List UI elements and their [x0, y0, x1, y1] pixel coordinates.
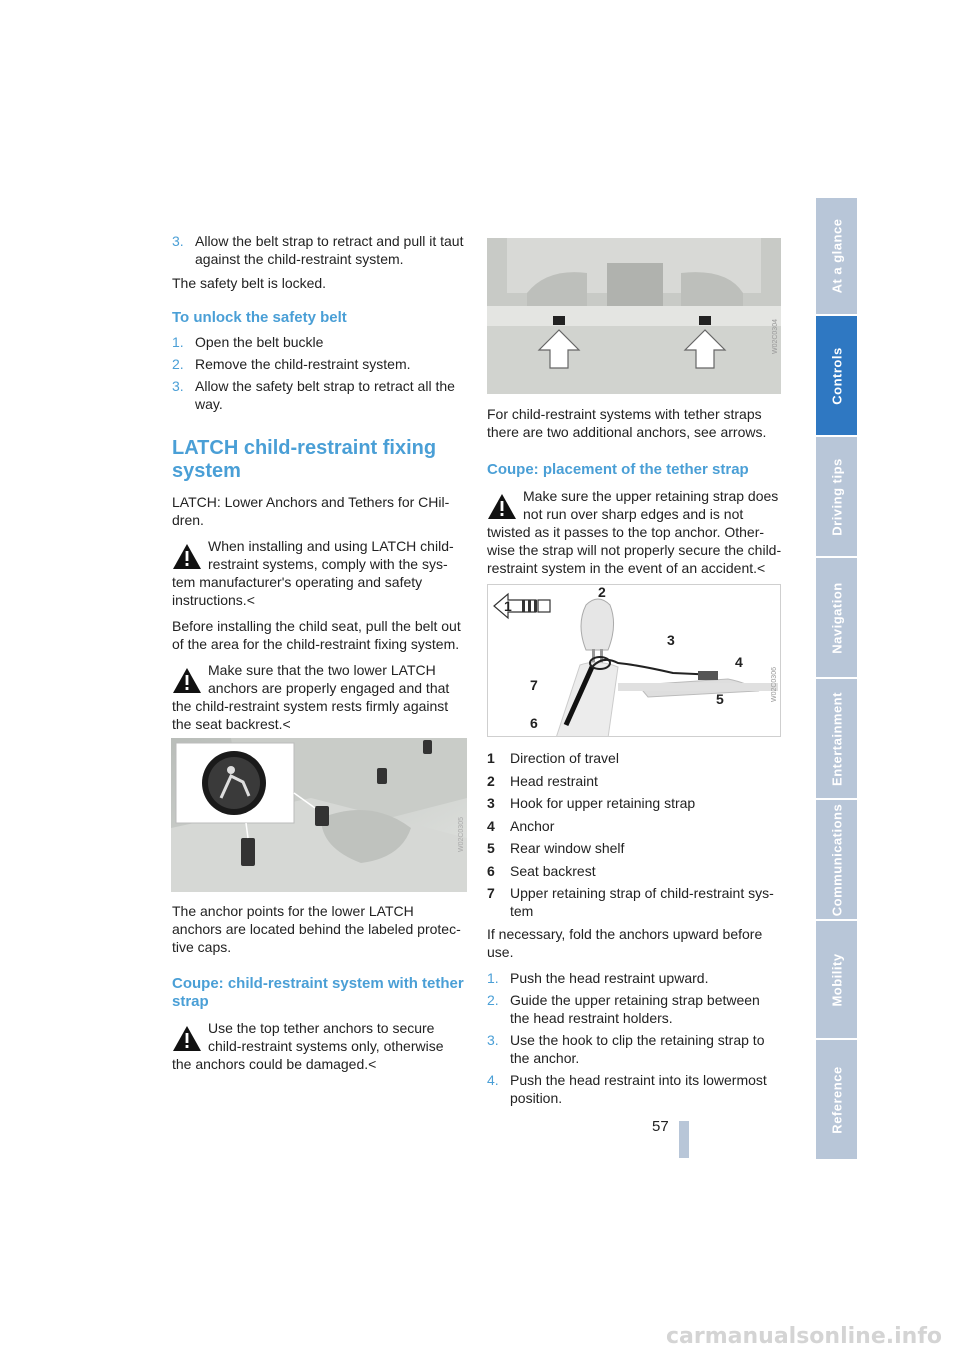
diagram-label: 1: [504, 598, 512, 614]
legend-item: 4 Anchor: [487, 817, 555, 834]
left-column-lower: [172, 902, 467, 1073]
rear-shelf-illustration: [487, 238, 781, 394]
diagram-label: 7: [530, 677, 538, 693]
photo-tether-anchors: [487, 238, 781, 394]
warning-text-rest: the anchors could be damaged.<: [172, 1056, 377, 1072]
step-item: 2. Guide the upper retaining strap between the head restraint holders.: [487, 991, 760, 1026]
right-column-upper: [487, 405, 783, 577]
step-text: Allow the belt strap to retract and pull it taut against the child-restraint system.: [195, 233, 464, 267]
step-item: 3. Allow the safety belt strap to retract all the way.: [172, 378, 455, 412]
paragraph-locked: The safety belt is locked.: [172, 275, 327, 291]
step-item: 1. Push the head restraint upward.: [487, 969, 709, 986]
heading-coupe-tether: Coupe: child-restraint system with tether strap: [172, 975, 464, 1010]
tab-reference[interactable]: Reference: [816, 1040, 857, 1159]
warning-triangle-icon: [172, 543, 202, 570]
right-column-lower: [487, 749, 783, 1111]
tab-entertainment[interactable]: Entertainment: [816, 679, 857, 798]
steps-list: [487, 969, 783, 1107]
diagram-label: 6: [530, 715, 538, 731]
paragraph-latch-intro: LATCH: Lower Anchors and Tethers for CHil-dren.: [172, 494, 450, 528]
warning-text-rest: tem manufacturer's operating and safety instructions.<: [172, 574, 423, 608]
paragraph-anchor-points: The anchor points for the lower LATCH anchors are located behind the labeled protec-tive caps.: [172, 903, 461, 955]
watermark: carmanualsonline.info: [666, 1324, 942, 1349]
legend-item: 5 Rear window shelf: [487, 840, 625, 856]
warning-triangle-icon: [487, 493, 517, 520]
warning-text-rest: twisted as it passes to the top anchor. Other-wise the strap will not properly secure the child-restraint system in the event of an accident.<: [487, 524, 782, 576]
warning-block: [172, 1019, 467, 1073]
left-column: [172, 232, 467, 733]
warning-text-first: When installing and using LATCH child-restraint systems, comply with the sys-: [208, 538, 454, 572]
page-number-bar: [679, 1121, 689, 1158]
diagram-tether-placement: [487, 584, 781, 737]
step-item: 2. Remove the child-restraint system.: [172, 356, 411, 372]
warning-block: [487, 487, 783, 577]
diagram-label: 4: [735, 654, 743, 670]
heading-unlock: To unlock the safety belt: [172, 309, 347, 326]
step-number: 3.: [172, 233, 184, 249]
warning-triangle-icon: [172, 667, 202, 694]
tab-navigation[interactable]: Navigation: [816, 558, 857, 677]
heading-latch: LATCH child-restraint fixing system: [172, 437, 437, 482]
tab-driving-tips[interactable]: Driving tips: [816, 437, 857, 556]
diagram-label: 5: [716, 691, 724, 707]
paragraph-before-install: Before installing the child seat, pull the belt out of the area for the child-restraint fixing system.: [172, 618, 461, 652]
image-code: W02C0305: [458, 816, 465, 852]
seat-illustration: [171, 738, 467, 892]
paragraph-fold: If necessary, fold the anchors upward before use.: [487, 925, 763, 960]
warning-block: [172, 661, 467, 733]
warning-triangle-icon: [172, 1025, 202, 1052]
unlock-steps: [172, 333, 467, 413]
tab-communications[interactable]: Communications: [816, 800, 857, 919]
paragraph-tether-anchors: For child-restraint systems with tether straps there are two additional anchors, see arrows.: [487, 406, 767, 440]
warning-block: [172, 537, 467, 609]
diagram-label: 3: [667, 632, 675, 648]
legend-item: 7 Upper retaining strap of child-restraint sys-tem: [487, 885, 774, 919]
tab-at-a-glance[interactable]: At a glance: [816, 198, 857, 314]
step-item: [172, 232, 467, 268]
step-item: 4. Push the head restraint into its lowermost position.: [487, 1071, 767, 1106]
legend-item: 3 Hook for upper retaining strap: [487, 795, 696, 811]
step-item: 3. Use the hook to clip the retaining strap to the anchor.: [487, 1031, 765, 1066]
warning-text-rest: the child-restraint system rests firmly against the seat backrest.<: [172, 698, 449, 732]
legend-item: 6 Seat backrest: [487, 862, 596, 879]
warning-text-first: Make sure the upper retaining strap does not run over sharp edges and is not: [523, 488, 779, 522]
legend-item: 2 Head restraint: [487, 772, 598, 789]
image-code: W02C0304: [772, 318, 779, 354]
tab-mobility[interactable]: Mobility: [816, 921, 857, 1038]
warning-text-first: Use the top tether anchors to secure child-restraint systems only, otherwise: [208, 1020, 444, 1054]
photo-latch-anchors: [171, 738, 467, 892]
image-code: W02C0306: [771, 666, 778, 702]
step-item: 1. Open the belt buckle: [172, 334, 324, 350]
warning-text-first: Make sure that the two lower LATCH anchors are properly engaged and that: [208, 662, 450, 696]
tab-controls[interactable]: Controls: [816, 316, 857, 435]
legend-list: [487, 749, 783, 920]
diagram-label: 2: [598, 584, 606, 600]
page-number: 57: [652, 1118, 669, 1135]
heading-placement: Coupe: placement of the tether strap: [487, 461, 749, 478]
legend-item: 1 Direction of travel: [487, 750, 619, 766]
